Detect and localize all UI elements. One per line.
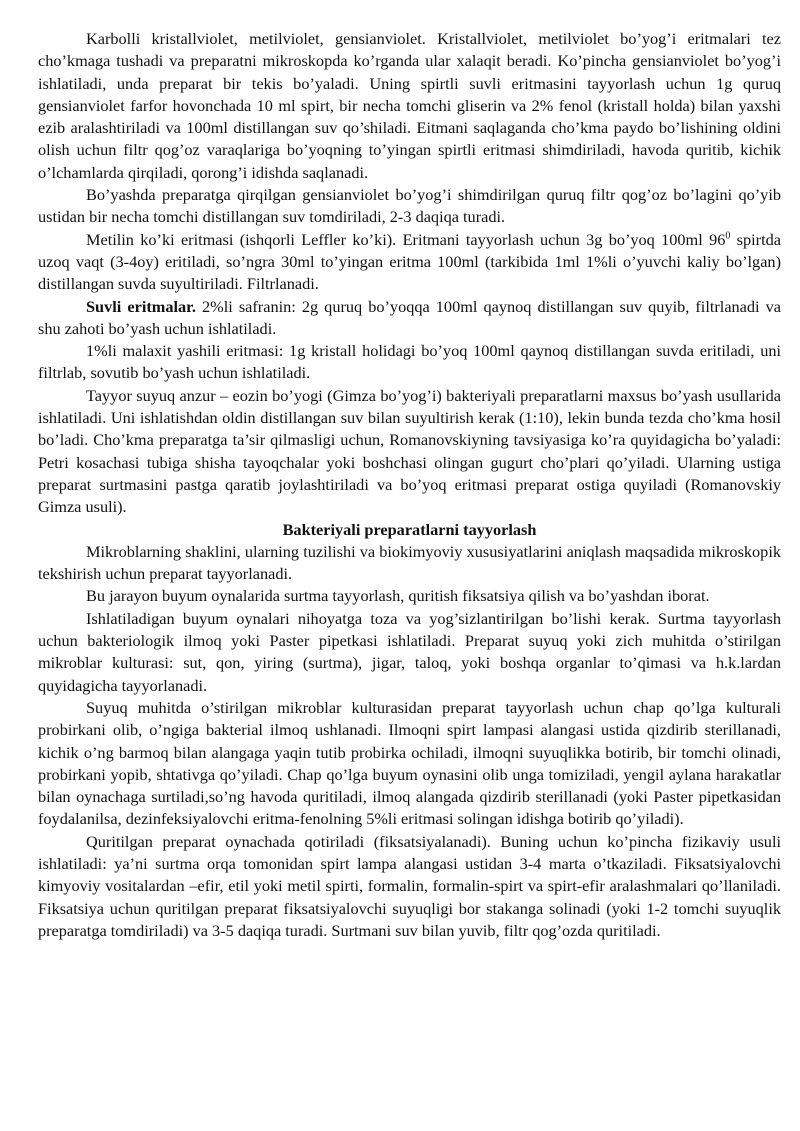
paragraph-metilin-text-b: spirtda uzoq vaqt (3-4oy) eritiladi, so’ngra 30ml to’yingan eritma 100ml (tarkibida 1ml 1%li o’yuvchi kaliy bo’lgan) distillangan suvda suyultiriladi. Filtrlanadi.: [38, 229, 781, 294]
paragraph-quritilgan: Quritilgan preparat oynachada qotiriladi (fiksatsiyalanadi). Buning uchun ko’pincha fizikaviy usuli ishlatiladi: ya’ni surtma orqa tomonidan spirt lampa alangasi ustidan 3-4 marta o’tkaziladi. Fiksatsiyalovchi kimyoviy vositalardan –efir, etil yoki metil spirti, formalin, formalin-spirt va spirt-efir aralashmalari qo’llaniladi. Fiksatsiya uchun quritilgan preparat fiksatsiyalovchi suyuqligi bor stakanga solinadi (yoki 1-2 tomchi suyuqlik preparatga tomdiriladi) va 3-5 daqiqa turadi. Surtmani suv bilan yuvib, filtr qog’ozda quritiladi.: [38, 831, 781, 940]
paragraph-mikroblarning: Mikroblarning shaklini, ularning tuzilishi va biokimyoviy xususiyatlarini aniqlash maqsadida mikroskopik tekshirish uchun preparat tayyorlanadi.: [38, 541, 781, 584]
paragraph-lead-bold: Suvli eritmalar.: [86, 296, 196, 316]
paragraph-suvli-text: 2%li safranin: 2g quruq bo’yoqqa 100ml qaynoq distillangan suv quyib, filtrlanadi va shu zahoti bo’yash uchun ishlatiladi.: [38, 296, 782, 338]
section-heading: Bakteriyali preparatlarni tayyorlash: [282, 519, 537, 539]
paragraph-buyum-oynalari: Ishlatiladigan buyum oynalari nihoyatga toza va yog’sizlantirilgan bo’lishi kerak. Surtma tayyorlash uchun bakteriologik ilmoq yoki Paster pipetkasi ishlatiladi. Preparat suyuq yoki zich muhitda o’stirilgan mikroblar kulturasi: sut, qon, yiring (surtma), jigar, taloq, yoki boshqa organlar to’qimasi va h.k.lardan quyidagicha tayyorlanadi.: [38, 608, 781, 695]
document-page: [38, 28, 781, 942]
paragraph-metilin-text-a: Metilin ko’ki eritmasi (ishqorli Leffler ko’ki). Eritmani tayyorlash uchun 3g bo’yoq 100ml 96: [86, 229, 726, 249]
paragraph-boyashda: Bo’yashda preparatga qirqilgan gensianviolet bo’yog’i shimdirilgan quruq filtr qog’oz bo’lagini qo’yib ustidan bir necha tomchi distillangan suv tomdiriladi, 2-3 daqiqa turadi.: [38, 185, 781, 227]
paragraph-suyuq-muhit: Suyuq muhitda o’stirilgan mikroblar kulturasidan preparat tayyorlash uchun chap qo’lga kulturali probirkani olib, o’ngiga bakterial ilmoq ushlanadi. Ilmoqni spirt lampasi alangasi ustida qizdirib sterillanadi, kichik o’ng barmoq bilan alangaga yaqin tutib probirka ochiladi, ilmoqni suyuqlikka botirib, bir tomchi olinadi, probirkani yopib, shtativga qo’yiladi. Chap qo’lga buyum oynasini olib unga tomiziladi, yengil aylana harakatlar bilan oynachaga surtiladi,so’ng havoda quritiladi, ilmoq alangada qizdirib sterillanadi (yoki Paster pipetkasidan foydalanilsa, dezinfeksiyalovchi eritma-fenolning 5%li eritmasi solingan idishga botirib qo’yiladi).: [38, 697, 781, 829]
paragraph-malaxit: 1%li malaxit yashili eritmasi: 1g kristall holidagi bo’yoq 100ml qaynoq distillangan suvda eritiladi, uni filtrlab, sovutib bo’yash uchun ishlatiladi.: [38, 341, 781, 383]
paragraph-gimza: Tayyor suyuq anzur – eozin bo’yogi (Gimza bo’yog’i) bakteriyali preparatlarni maxsus bo’yash usullarida ishlatiladi. Uni ishlatishdan oldin distillangan suv bilan suyultirish kerak (1:10), lekin bunda tezda cho’kma hosil bo’ladi. Cho’kma preparatga ta’sir qilmasligi uchun, Romanovskiyning tavsiyasiga ko’ra quyidagicha bo’yaladi: Petri kosachasi tubiga shisha tayoqchalar yoki boshchasi olingan gugurt cho’plari qo’yiladi. Ularning ustiga preparat surtmasini pastga qaratib joylashtiriladi va bo’yoq eritmasi preparat ostiga quyiladi (Romanovskiy Gimza usuli).: [38, 385, 781, 517]
paragraph-jarayon: Bu jarayon buyum oynalarida surtma tayyorlash, quritish fiksatsiya qilish va bo’yashdan iborat.: [86, 586, 710, 606]
paragraph-metilin: [38, 229, 781, 296]
paragraph-suvli-eritmalar: [38, 296, 781, 341]
paragraph-karbolli: Karbolli kristallviolet, metilviolet, gensianviolet. Kristallviolet, metilviolet bo’yog’i eritmalari tez cho’kmaga tushadi va preparatni mikroskopda ko’rganda ular xalaqit beradi. Ko’pincha gensianviolet bo’yog’i ishlatiladi, unda preparat bir tekis bo’yaladi. Uning spirtli suvli eritmasini tayyorlash uchun 1g quruq gensianviolet farfor hovonchada 10 ml spirt, bir necha tomchi gliserin va 2% fenol (kristall holda) bilan yaxshi ezib aralashtiriladi va 100ml distillangan suv qo’shiladi. Eitmani saqlaganda cho’kma paydo bo’lishining oldini olish uchun filtr qog’oz varaqlariga bo’yoqning to’yingan spirtli eritmasi shimdiriladi, havoda quritib, kichik o’lchamlarda qirqiladi, qorong’i idishda saqlanadi.: [38, 29, 781, 182]
degree-superscript: 0: [725, 230, 731, 242]
